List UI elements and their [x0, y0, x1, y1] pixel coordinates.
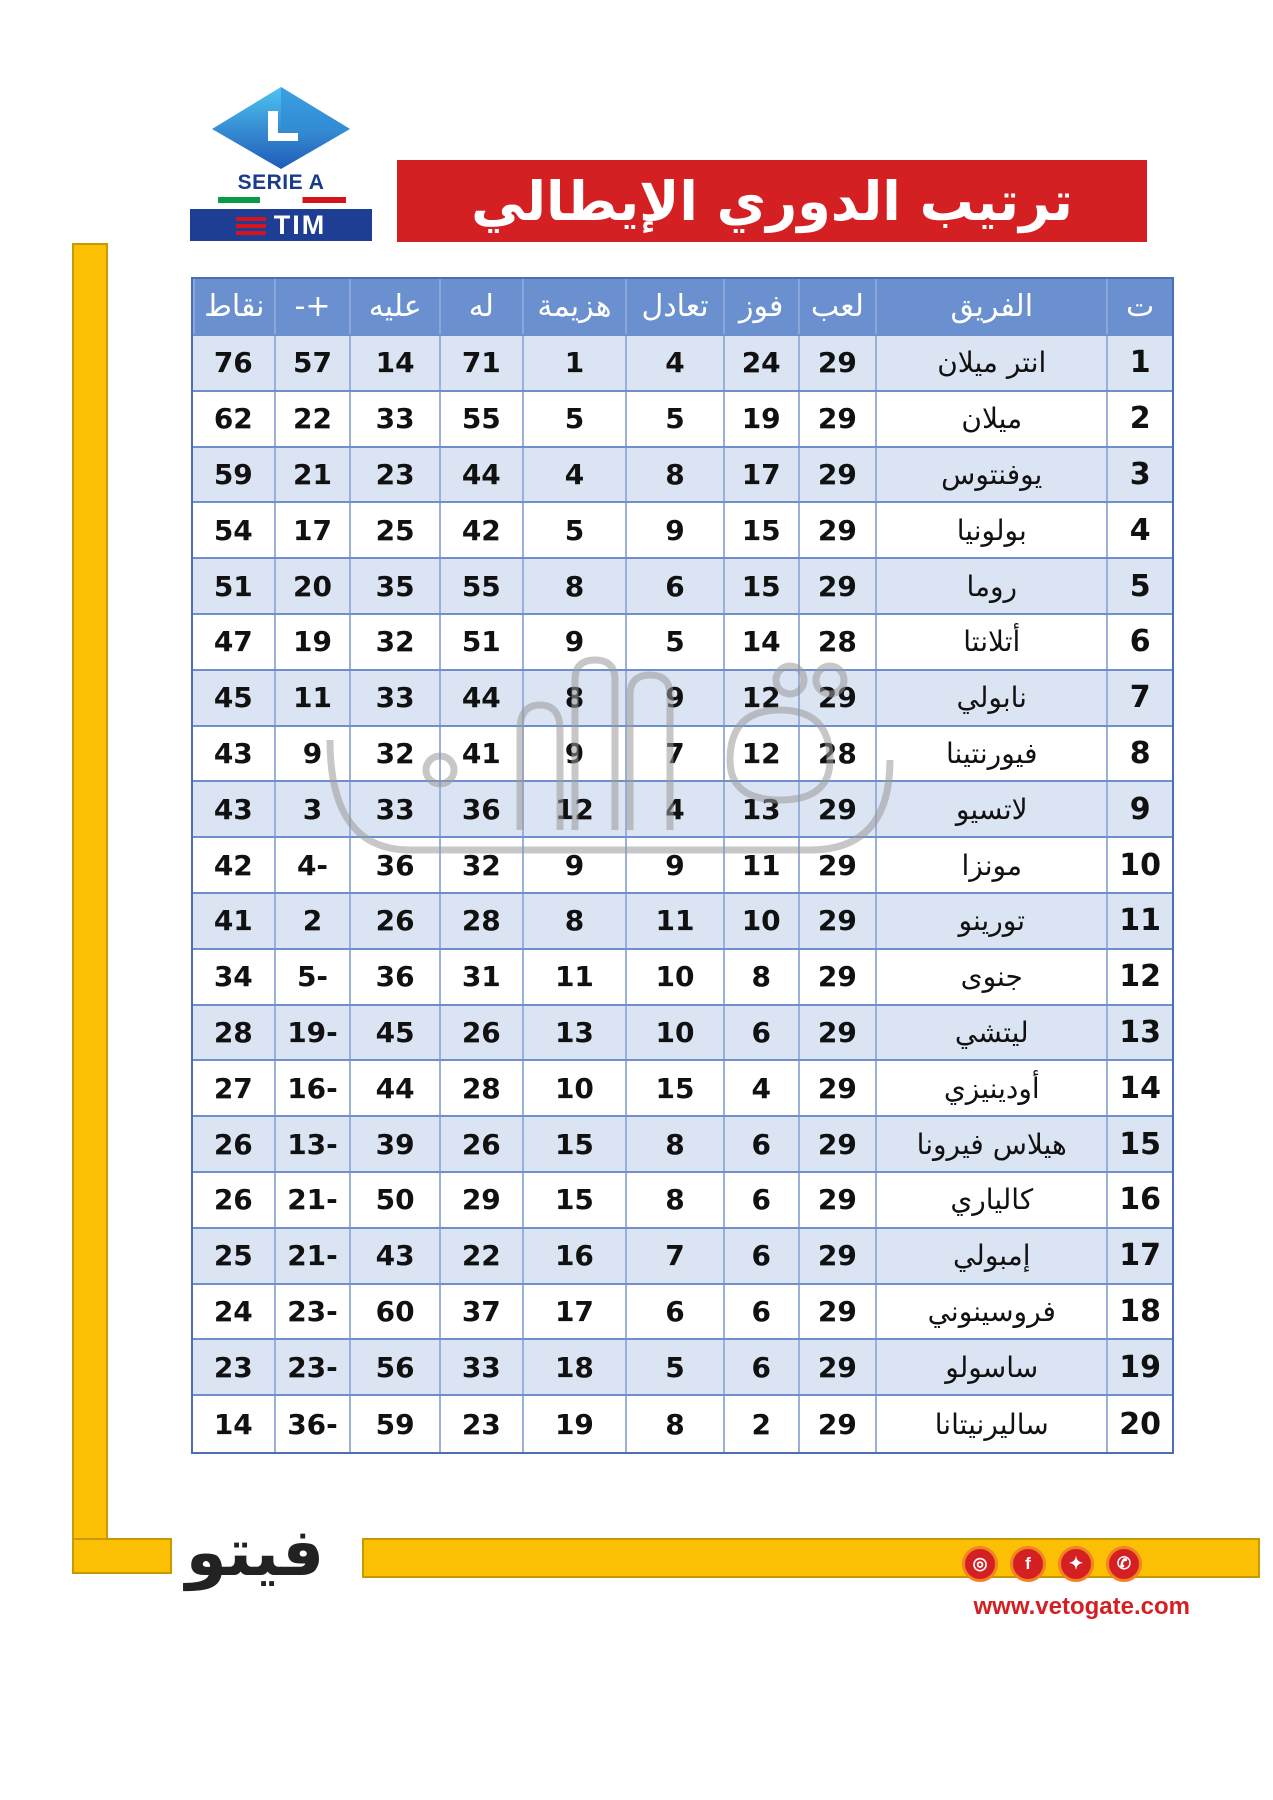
- cell-points: 41: [213, 904, 253, 938]
- cell-goal-diff: 21: [274, 448, 350, 502]
- cell-rank: 17: [1106, 1229, 1172, 1283]
- cell-goals-for: 36: [439, 782, 522, 836]
- cell-rank: 11: [1106, 894, 1172, 948]
- serie-a-emblem-icon: [190, 85, 372, 169]
- cell-drawn: 9: [625, 838, 723, 892]
- cell-goals-for: 26: [439, 1117, 522, 1171]
- cell-drawn: 9: [625, 671, 723, 725]
- cell-rank: 13: [1106, 1006, 1172, 1060]
- cell-lost: 4: [522, 448, 626, 502]
- cell-team: ميلان: [875, 392, 1106, 446]
- cell-goals-for: 23: [439, 1396, 522, 1452]
- table-row: [193, 448, 1172, 504]
- cell-drawn: 5: [625, 392, 723, 446]
- cell-rank: 6: [1106, 615, 1172, 669]
- table-row: [193, 1285, 1172, 1341]
- cell-points: 26: [213, 1127, 253, 1161]
- cell-goal-diff: -21: [274, 1229, 350, 1283]
- cell-drawn: 5: [625, 1340, 723, 1394]
- tim-label: TIM: [273, 210, 327, 240]
- cell-rank: 1: [1106, 336, 1172, 390]
- cell-rank: 12: [1106, 950, 1172, 1004]
- cell-played: 29: [798, 1285, 876, 1339]
- cell-played: 29: [798, 1340, 876, 1394]
- cell-rank: 7: [1106, 671, 1172, 725]
- cell-team: نابولي: [875, 671, 1106, 725]
- cell-played: 29: [798, 894, 876, 948]
- cell-team: هيلاس فيرونا: [875, 1117, 1106, 1171]
- cell-points: 27: [213, 1071, 253, 1105]
- page-title: ترتيب الدوري الإيطالي: [397, 160, 1147, 242]
- cell-drawn: 11: [625, 894, 723, 948]
- cell-won: 4: [723, 1061, 798, 1115]
- website-link[interactable]: www.vetogate.com: [973, 1593, 1190, 1620]
- cell-goals-for: 71: [439, 336, 522, 390]
- cell-team: يوفنتوس: [875, 448, 1106, 502]
- cell-points: 26: [213, 1183, 253, 1217]
- cell-goal-diff: -4: [274, 838, 350, 892]
- cell-points: 43: [213, 736, 253, 770]
- cell-won: 15: [723, 503, 798, 557]
- cell-goal-diff: 17: [274, 503, 350, 557]
- cell-points: 34: [213, 960, 253, 994]
- table-row: [193, 1340, 1172, 1396]
- cell-rank: 10: [1106, 838, 1172, 892]
- social-icons: [962, 1546, 1142, 1582]
- cell-points: 14: [213, 1407, 253, 1441]
- cell-goal-diff: 19: [274, 615, 350, 669]
- cell-rank: 19: [1106, 1340, 1172, 1394]
- yellow-frame-corner: [72, 1538, 172, 1574]
- cell-team: فروسينوني: [875, 1285, 1106, 1339]
- cell-lost: 15: [522, 1117, 626, 1171]
- table-row: [193, 671, 1172, 727]
- table-row: [193, 1006, 1172, 1062]
- cell-lost: 17: [522, 1285, 626, 1339]
- col-header-played: لعب: [798, 279, 876, 334]
- cell-lost: 8: [522, 559, 626, 613]
- cell-goals-for: 33: [439, 1340, 522, 1394]
- cell-team: ساليرنيتانا: [875, 1396, 1106, 1452]
- table-row: [193, 838, 1172, 894]
- cell-lost: 9: [522, 615, 626, 669]
- facebook-icon[interactable]: f: [1010, 1546, 1046, 1582]
- cell-rank: 3: [1106, 448, 1172, 502]
- cell-goals-against: 26: [349, 894, 439, 948]
- cell-goal-diff: -19: [274, 1006, 350, 1060]
- standings-table: [191, 277, 1174, 1454]
- cell-goal-diff: 20: [274, 559, 350, 613]
- cell-goal-diff: -36: [274, 1396, 350, 1452]
- table-row: [193, 1229, 1172, 1285]
- table-row: [193, 1117, 1172, 1173]
- cell-goals-for: 42: [439, 503, 522, 557]
- yellow-frame-vertical: [72, 243, 108, 1573]
- cell-goal-diff: -13: [274, 1117, 350, 1171]
- cell-lost: 12: [522, 782, 626, 836]
- cell-won: 6: [723, 1173, 798, 1227]
- col-header-team: الفريق: [875, 279, 1106, 334]
- cell-goals-against: 35: [349, 559, 439, 613]
- cell-points: 59: [213, 457, 253, 491]
- col-header-goal-diff: +-: [274, 279, 350, 334]
- cell-goals-for: 28: [439, 894, 522, 948]
- table-row: [193, 615, 1172, 671]
- serie-a-wordmark: SERIE A: [237, 171, 325, 194]
- cell-lost: 1: [522, 336, 626, 390]
- cell-won: 10: [723, 894, 798, 948]
- cell-goals-for: 32: [439, 838, 522, 892]
- cell-team: لاتسيو: [875, 782, 1106, 836]
- cell-won: 13: [723, 782, 798, 836]
- cell-drawn: 7: [625, 727, 723, 781]
- cell-points: 62: [213, 402, 253, 436]
- cell-played: 29: [798, 503, 876, 557]
- cell-lost: 19: [522, 1396, 626, 1452]
- cell-won: 2: [723, 1396, 798, 1452]
- cell-played: 29: [798, 671, 876, 725]
- cell-played: 29: [798, 559, 876, 613]
- col-header-points: نقاط: [193, 279, 274, 334]
- table-row: [193, 894, 1172, 950]
- cell-goals-for: 31: [439, 950, 522, 1004]
- cell-drawn: 4: [625, 336, 723, 390]
- cell-drawn: 5: [625, 615, 723, 669]
- cell-goal-diff: 22: [274, 392, 350, 446]
- table-header-row: [193, 279, 1172, 336]
- cell-goals-against: 43: [349, 1229, 439, 1283]
- cell-rank: 5: [1106, 559, 1172, 613]
- cell-won: 6: [723, 1006, 798, 1060]
- cell-drawn: 6: [625, 559, 723, 613]
- cell-lost: 5: [522, 392, 626, 446]
- cell-goals-for: 44: [439, 448, 522, 502]
- cell-won: 6: [723, 1340, 798, 1394]
- cell-drawn: 8: [625, 1396, 723, 1452]
- table-row: [193, 1396, 1172, 1452]
- cell-goals-for: 41: [439, 727, 522, 781]
- cell-drawn: 7: [625, 1229, 723, 1283]
- cell-team: بولونيا: [875, 503, 1106, 557]
- cell-drawn: 6: [625, 1285, 723, 1339]
- col-header-goals-for: له: [439, 279, 522, 334]
- cell-drawn: 4: [625, 782, 723, 836]
- cell-points: 23: [213, 1350, 253, 1384]
- col-header-goals-against: عليه: [349, 279, 439, 334]
- table-row: [193, 503, 1172, 559]
- cell-team: ليتشي: [875, 1006, 1106, 1060]
- cell-goals-for: 37: [439, 1285, 522, 1339]
- cell-goals-against: 33: [349, 782, 439, 836]
- cell-played: 29: [798, 1061, 876, 1115]
- cell-goals-for: 55: [439, 559, 522, 613]
- cell-goals-against: 32: [349, 727, 439, 781]
- table-row: [193, 1173, 1172, 1229]
- cell-played: 29: [798, 950, 876, 1004]
- cell-won: 24: [723, 336, 798, 390]
- cell-played: 29: [798, 336, 876, 390]
- cell-played: 29: [798, 1229, 876, 1283]
- cell-points: 43: [213, 792, 253, 826]
- cell-points: 45: [213, 681, 253, 715]
- cell-goals-for: 29: [439, 1173, 522, 1227]
- cell-played: 29: [798, 1117, 876, 1171]
- twitter-icon[interactable]: ✦: [1058, 1546, 1094, 1582]
- cell-lost: 15: [522, 1173, 626, 1227]
- cell-goal-diff: 3: [274, 782, 350, 836]
- cell-goals-against: 33: [349, 392, 439, 446]
- cell-points: 25: [213, 1239, 253, 1273]
- cell-played: 29: [798, 1396, 876, 1452]
- cell-points: 51: [213, 569, 253, 603]
- cell-goal-diff: -5: [274, 950, 350, 1004]
- cell-won: 15: [723, 559, 798, 613]
- cell-won: 14: [723, 615, 798, 669]
- cell-lost: 5: [522, 503, 626, 557]
- cell-won: 6: [723, 1285, 798, 1339]
- cell-team: ساسولو: [875, 1340, 1106, 1394]
- cell-team: أودينيزي: [875, 1061, 1106, 1115]
- veto-brand-logo: فيتو: [185, 1514, 325, 1591]
- col-header-drawn: تعادل: [625, 279, 723, 334]
- cell-lost: 11: [522, 950, 626, 1004]
- cell-won: 12: [723, 671, 798, 725]
- cell-lost: 10: [522, 1061, 626, 1115]
- table-row: [193, 336, 1172, 392]
- cell-points: 42: [213, 848, 253, 882]
- cell-goals-against: 44: [349, 1061, 439, 1115]
- cell-drawn: 15: [625, 1061, 723, 1115]
- cell-team: روما: [875, 559, 1106, 613]
- cell-team: تورينو: [875, 894, 1106, 948]
- cell-played: 28: [798, 615, 876, 669]
- cell-played: 29: [798, 392, 876, 446]
- cell-goals-for: 26: [439, 1006, 522, 1060]
- cell-team: انتر ميلان: [875, 336, 1106, 390]
- serie-a-logo: [190, 85, 372, 241]
- cell-rank: 8: [1106, 727, 1172, 781]
- cell-team: جنوى: [875, 950, 1106, 1004]
- cell-played: 29: [798, 782, 876, 836]
- whatsapp-icon[interactable]: ✆: [1106, 1546, 1142, 1582]
- cell-goals-against: 39: [349, 1117, 439, 1171]
- cell-points: 76: [213, 346, 253, 380]
- tim-sponsor-badge: [190, 209, 372, 241]
- cell-points: 24: [213, 1294, 253, 1328]
- cell-goals-against: 56: [349, 1340, 439, 1394]
- cell-rank: 4: [1106, 503, 1172, 557]
- cell-goals-for: 55: [439, 392, 522, 446]
- cell-goal-diff: 57: [274, 336, 350, 390]
- cell-lost: 8: [522, 894, 626, 948]
- table-row: [193, 727, 1172, 783]
- cell-goal-diff: -23: [274, 1285, 350, 1339]
- cell-goals-against: 45: [349, 1006, 439, 1060]
- cell-lost: 9: [522, 838, 626, 892]
- cell-points: 47: [213, 625, 253, 659]
- cell-played: 29: [798, 448, 876, 502]
- cell-goals-for: 51: [439, 615, 522, 669]
- cell-goals-against: 60: [349, 1285, 439, 1339]
- cell-goal-diff: 9: [274, 727, 350, 781]
- cell-rank: 2: [1106, 392, 1172, 446]
- cell-rank: 16: [1106, 1173, 1172, 1227]
- cell-drawn: 10: [625, 950, 723, 1004]
- cell-rank: 20: [1106, 1396, 1172, 1452]
- table-row: [193, 782, 1172, 838]
- cell-team: إمبولي: [875, 1229, 1106, 1283]
- cell-drawn: 8: [625, 448, 723, 502]
- italian-flag-stripe: [218, 197, 346, 203]
- cell-goals-against: 59: [349, 1396, 439, 1452]
- cell-lost: 8: [522, 671, 626, 725]
- cell-rank: 9: [1106, 782, 1172, 836]
- cell-drawn: 10: [625, 1006, 723, 1060]
- cell-points: 54: [213, 513, 253, 547]
- cell-goal-diff: 11: [274, 671, 350, 725]
- cell-won: 6: [723, 1229, 798, 1283]
- col-header-lost: هزيمة: [522, 279, 626, 334]
- cell-lost: 16: [522, 1229, 626, 1283]
- cell-goal-diff: 2: [274, 894, 350, 948]
- col-header-rank: ت: [1106, 279, 1172, 334]
- cell-drawn: 8: [625, 1173, 723, 1227]
- cell-goals-against: 14: [349, 336, 439, 390]
- cell-goals-for: 22: [439, 1229, 522, 1283]
- cell-goals-for: 44: [439, 671, 522, 725]
- cell-played: 29: [798, 1006, 876, 1060]
- cell-rank: 18: [1106, 1285, 1172, 1339]
- cell-won: 12: [723, 727, 798, 781]
- cell-goals-against: 33: [349, 671, 439, 725]
- cell-team: كالياري: [875, 1173, 1106, 1227]
- cell-lost: 18: [522, 1340, 626, 1394]
- cell-goals-against: 23: [349, 448, 439, 502]
- table-row: [193, 559, 1172, 615]
- cell-goals-against: 25: [349, 503, 439, 557]
- instagram-icon[interactable]: ◎: [962, 1546, 998, 1582]
- cell-team: فيورنتينا: [875, 727, 1106, 781]
- cell-rank: 14: [1106, 1061, 1172, 1115]
- cell-drawn: 9: [625, 503, 723, 557]
- table-row: [193, 392, 1172, 448]
- cell-won: 17: [723, 448, 798, 502]
- cell-played: 29: [798, 838, 876, 892]
- cell-goals-against: 36: [349, 950, 439, 1004]
- cell-goals-against: 32: [349, 615, 439, 669]
- cell-played: 29: [798, 1173, 876, 1227]
- cell-goal-diff: -16: [274, 1061, 350, 1115]
- cell-won: 8: [723, 950, 798, 1004]
- table-row: [193, 950, 1172, 1006]
- cell-goals-for: 28: [439, 1061, 522, 1115]
- cell-goals-against: 36: [349, 838, 439, 892]
- cell-won: 6: [723, 1117, 798, 1171]
- cell-goals-against: 50: [349, 1173, 439, 1227]
- cell-points: 28: [213, 1015, 253, 1049]
- table-row: [193, 1061, 1172, 1117]
- cell-team: أتلانتا: [875, 615, 1106, 669]
- cell-goal-diff: -23: [274, 1340, 350, 1394]
- cell-team: مونزا: [875, 838, 1106, 892]
- cell-lost: 9: [522, 727, 626, 781]
- tim-lines-icon: [236, 217, 266, 237]
- cell-rank: 15: [1106, 1117, 1172, 1171]
- cell-won: 11: [723, 838, 798, 892]
- cell-lost: 13: [522, 1006, 626, 1060]
- cell-drawn: 8: [625, 1117, 723, 1171]
- cell-won: 19: [723, 392, 798, 446]
- cell-goal-diff: -21: [274, 1173, 350, 1227]
- col-header-won: فوز: [723, 279, 798, 334]
- cell-played: 28: [798, 727, 876, 781]
